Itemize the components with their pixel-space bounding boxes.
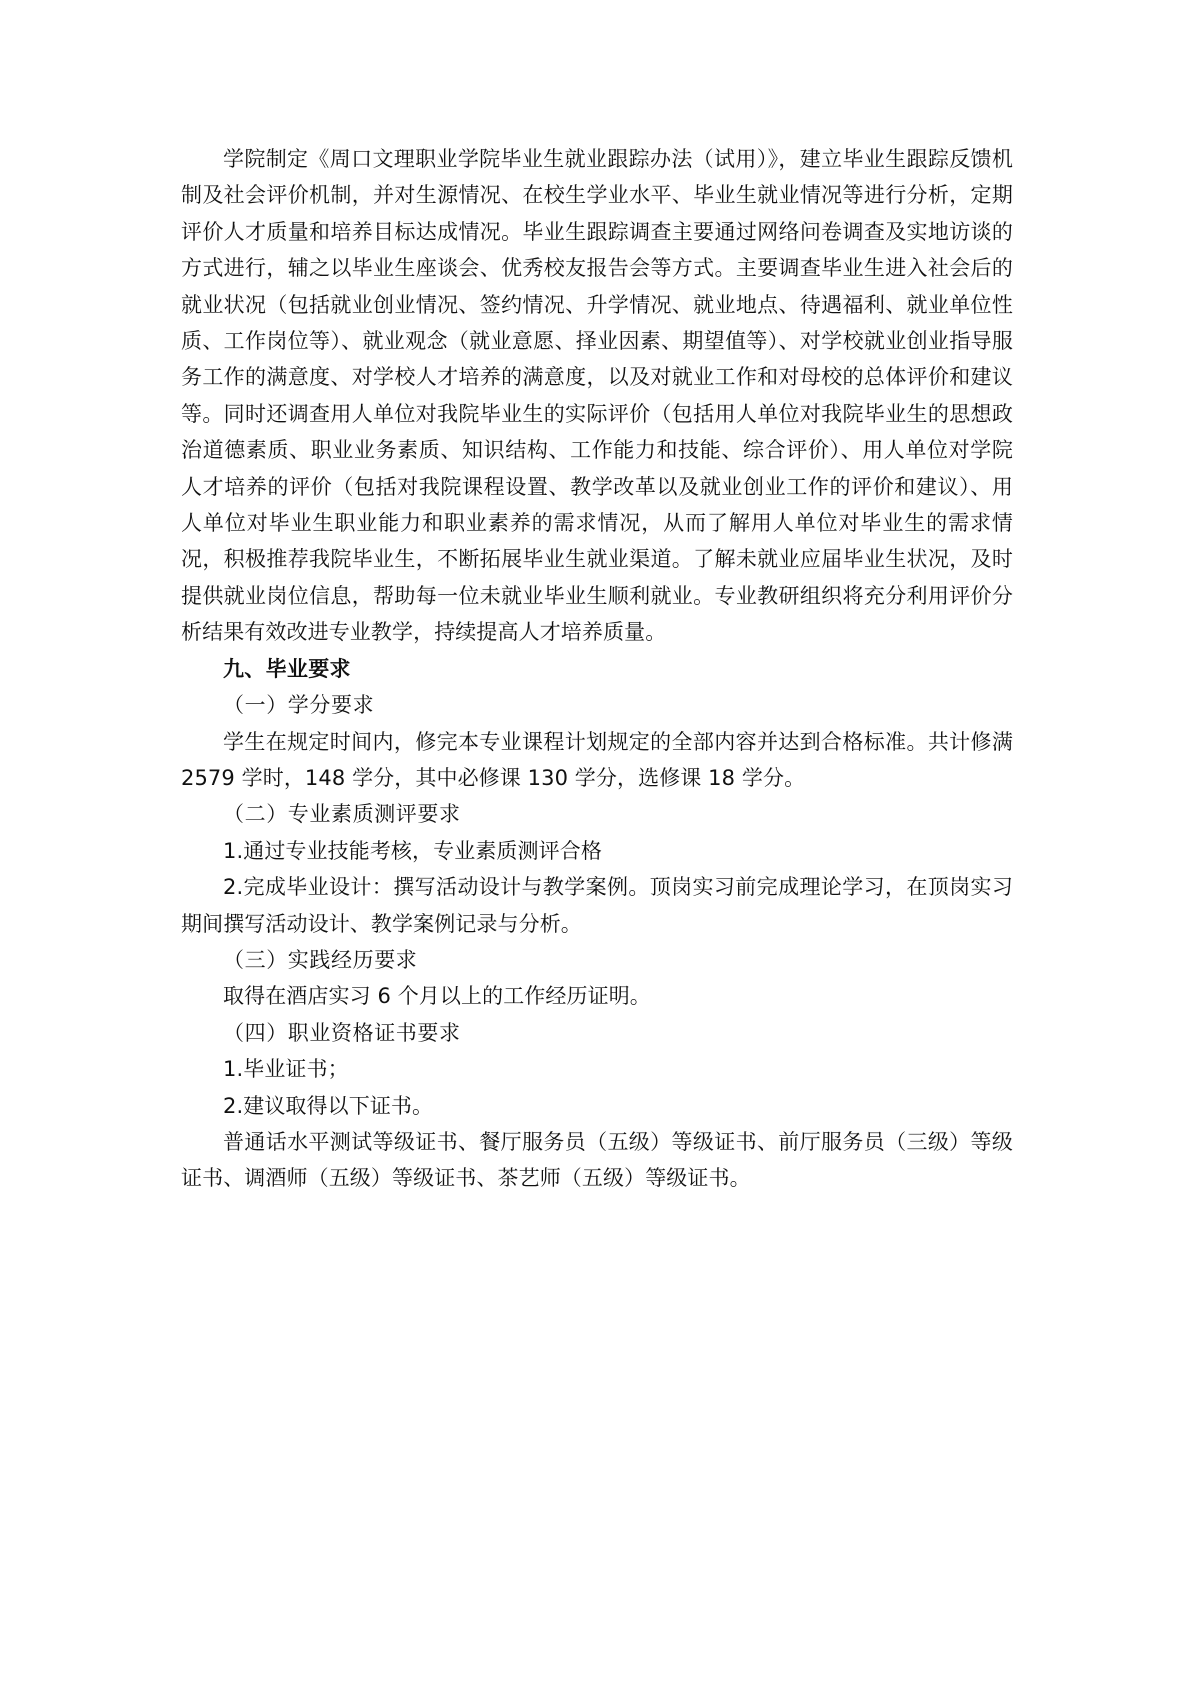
- subheading-practice-experience: （三）实践经历要求: [223, 947, 418, 972]
- paragraph-recommended-certificates: 2.建议取得以下证书。: [223, 1093, 434, 1118]
- paragraph-credit-requirements: 学生在规定时间内，修完本专业课程计划规定的全部内容并达到合格标准。共计修满 2579 学时，148 学分，其中必修课 130 学分，选修课 18 学分。: [181, 729, 1013, 790]
- subheading-credit-requirements: （一）学分要求: [223, 693, 375, 718]
- paragraph-graduate-tracking: 学院制定《周口文理职业学院毕业生就业跟踪办法（试用）》，建立毕业生跟踪反馈机制及社会评价机制，并对生源情况、在校生学业水平、毕业生就业情况等进行分析，定期评价人才质量和培养目标达成情况。毕业生跟踪调查主要通过网络问卷调查及实地访谈的方式进行，辅之以毕业生座谈会、优秀校友报告会等方式。主要调查毕业生进入社会后的就业状况（包括就业创业情况、签约情况、升学情况、就业地点、待遇福利、就业单位性质、工作岗位等）、就业观念（就业意愿、择业因素、期望值等）、对学校就业创业指导服务工作的满意度、对学校人才培养的满意度，以及对就业工作和对母校的总体评价和建议等。同时还调查用人单位对我院毕业生的实际评价（包括用人单位对我院毕业生的思想政治道德素质、职业业务素质、知识结构、工作能力和技能、综合评价）、用人单位对学院人才培养的评价（包括对我院课程设置、教学改革以及就业创业工作的评价和建议）、用人单位对毕业生职业能力和职业素养的需求情况，从而了解用人单位对毕业生的需求情况，积极推荐我院毕业生，不断拓展毕业生就业渠道。了解未就业应届毕业生状况，及时提供就业岗位信息，帮助每一位未就业毕业生顺利就业。专业教研组织将充分利用评价分析结果有效改进专业教学，持续提高人才培养质量。: [181, 147, 1013, 645]
- subheading-certificates: （四）职业资格证书要求: [223, 1020, 461, 1045]
- subheading-quality-assessment: （二）专业素质测评要求: [223, 802, 461, 827]
- paragraph-diploma: 1.毕业证书；: [223, 1057, 349, 1082]
- section-heading-graduation-requirements: 九、毕业要求: [223, 656, 351, 681]
- paragraph-graduation-design: 2.完成毕业设计：撰写活动设计与教学案例。顶岗实习前完成理论学习，在顶岗实习期间撰写活动设计、教学案例记录与分析。: [181, 875, 1013, 936]
- paragraph-hotel-internship: 取得在酒店实习 6 个月以上的工作经历证明。: [223, 984, 651, 1009]
- document-body: [181, 141, 1013, 1197]
- paragraph-certificate-list: 普通话水平测试等级证书、餐厅服务员（五级）等级证书、前厅服务员（三级）等级证书、调酒师（五级）等级证书、茶艺师（五级）等级证书。: [181, 1129, 1013, 1191]
- paragraph-skill-assessment: 1.通过专业技能考核，专业素质测评合格: [223, 838, 602, 863]
